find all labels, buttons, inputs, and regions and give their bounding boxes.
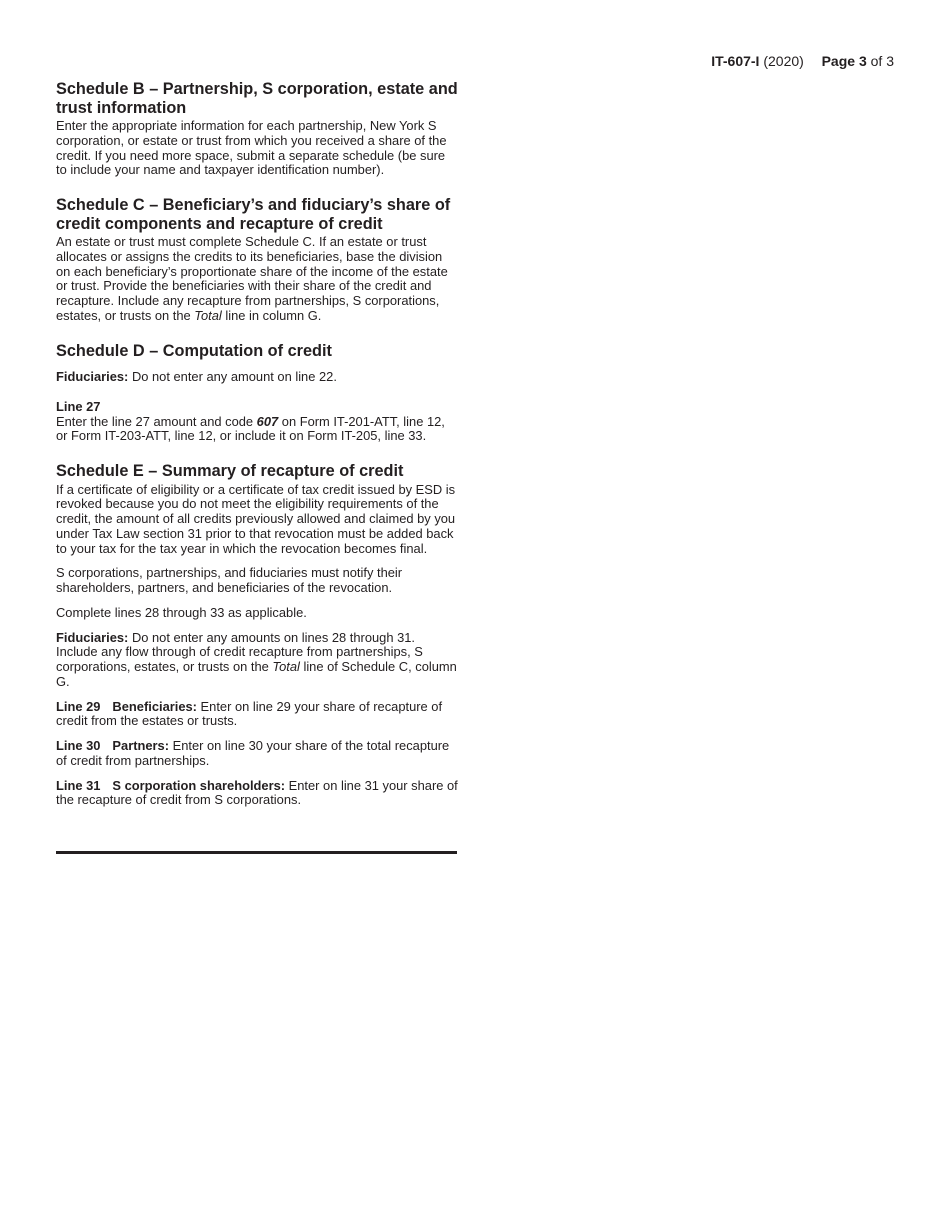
schedule-c-body: An estate or trust must complete Schedule C. If an estate or trust allocates or assigns the credits to its beneficiaries, base the division on each beneficiary’s proportionate share of the income of the estate or trust. Provide the beneficiaries with their share of the credit and recapture. Include any recapture from partnerships, S corporations, estates, or trusts on the Total line in column G. xyxy=(56,234,448,323)
schedule-e-para-1: If a certificate of eligibility or a certificate of tax credit issued by ESD is revoked because you do not meet the eligibility requirements of the credit, the amount of all credits previously allowed and claimed by you under Tax Law section 31 prior to that revocation must be added back to your tax for the tax year in which the revocation becomes final. xyxy=(56,481,456,556)
line-31-text: Line 31 S corporation shareholders: Enter on line 31 your share of the recapture of credit from S corporations. xyxy=(56,777,458,808)
schedule-e-para-2: S corporations, partnerships, and fiduciaries must notify their shareholders, partners, and beneficiaries of the revocation. xyxy=(56,565,403,595)
schedule-b-section xyxy=(56,80,458,178)
page-of: of 3 xyxy=(870,53,894,69)
end-of-instructions-rule xyxy=(56,851,457,854)
schedule-e-section xyxy=(56,462,458,808)
line-27-text: Enter the line 27 amount and code 607 on Form IT-201-ATT, line 12, or Form IT-203-ATT, line 12, or include it on Form IT-205, line 33. xyxy=(56,413,445,444)
page-label: Page xyxy=(821,53,856,69)
form-year: (2020) xyxy=(763,53,804,69)
page-number: 3 xyxy=(858,53,867,69)
line-27-heading: Line 27 xyxy=(56,398,101,414)
line-30-text: Line 30 Partners: Enter on line 30 your share of the total recapture of credit from partnerships. xyxy=(56,738,450,768)
schedule-e-title: Schedule E – Summary of recapture of credit xyxy=(56,462,404,480)
schedule-b-body: Enter the appropriate information for each partnership, New York S corporation, or estate or trust from which you received a share of the credit. If you need more space, submit a separate schedule (be sure to include your name and taxpayer identification number). xyxy=(56,118,447,178)
line-29-text: Line 29 Beneficiaries: Enter on line 29 your share of recapture of credit from the estates or trusts. xyxy=(56,698,443,729)
form-id: IT-607-I xyxy=(711,53,760,69)
schedule-c-section xyxy=(56,196,458,324)
schedule-e-para-3: Complete lines 28 through 33 as applicable. xyxy=(56,604,307,620)
schedule-b-title: Schedule B – Partnership, S corporation, estate and trust information xyxy=(56,80,458,117)
schedule-c-title: Schedule C – Beneficiary’s and fiduciary’s share of credit components and recapture of credit xyxy=(56,196,451,233)
page-header xyxy=(711,53,894,69)
schedule-e-fiduciaries: Fiduciaries: Do not enter any amounts on lines 28 through 31. Include any flow through of credit recapture from partnerships, S corporations, estates, or trusts on the Total line of Schedule C, column G. xyxy=(56,629,457,689)
schedule-d-section xyxy=(56,342,458,445)
schedule-d-fiduciaries: Fiduciaries: Do not enter any amount on line 22. xyxy=(56,369,337,384)
schedule-d-title: Schedule D – Computation of credit xyxy=(56,341,332,360)
instructions-column xyxy=(56,80,458,826)
